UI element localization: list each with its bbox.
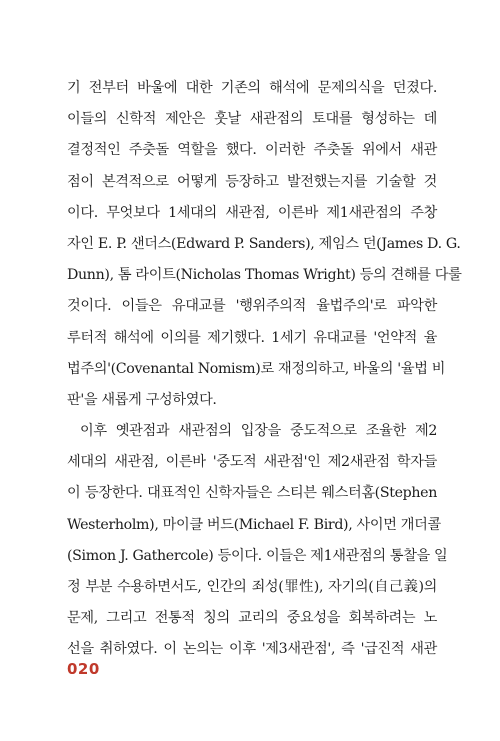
text-line: 것이다. 이들은 유대교를 '행위주의적 율법주의'로 파악한: [67, 298, 437, 315]
text-line: Westerholm), 마이클 버드(Michael F. Bird), 사이먼 개더콜: [67, 516, 441, 533]
text-line: 정 부분 수용하면서도, 인간의 죄성(罪性), 자기의(自己義)의: [67, 579, 437, 595]
body-text: [67, 73, 462, 666]
text-line: 루터적 해석에 이의를 제기했다. 1세기 유대교를 '언약적 율: [67, 329, 437, 346]
text-line: 이후 옛관점과 새관점의 입장을 중도적으로 조율한 제2: [80, 423, 437, 440]
text-line: 문제, 그리고 전통적 칭의 교리의 중요성을 회복하려는 노: [67, 610, 437, 627]
text-line: 판'을 새롭게 구성하였다.: [67, 391, 217, 408]
text-line: 점이 본격적으로 어떻게 등장하고 발전했는지를 기술할 것: [67, 173, 437, 190]
text-line: Dunn), 톰 라이트(Nicholas Thomas Wright) 등의 견해를 다룰: [67, 267, 462, 284]
paragraph-2: [67, 416, 448, 666]
paragraph-1: [67, 73, 462, 416]
text-line: 선을 취하였다. 이 논의는 이후 '제3새관점', 즉 '급진적 새관: [67, 641, 437, 658]
text-line: 세대의 새관점, 이른바 '중도적 새관점'인 제2새관점 학자들: [67, 454, 437, 471]
text-line: (Simon J. Gathercole) 등이다. 이들은 제1새관점의 통찰을 일: [67, 547, 448, 564]
text-line: 법주의'(Covenantal Nomism)로 재정의하고, 바울의 '율법 비: [67, 360, 446, 377]
text-line: 이다. 무엇보다 1세대의 새관점, 이른바 제1새관점의 주창: [67, 204, 437, 221]
text-line: 기 전부터 바울에 대한 기존의 해석에 문제의식을 던졌다.: [67, 80, 437, 96]
text-line: 이 등장한다. 대표적인 신학자들은 스티븐 웨스터홈(Stephen: [67, 485, 437, 502]
text-line: 이들의 신학적 제안은 훗날 새관점의 토대를 형성하는 데: [67, 111, 437, 128]
text-line: 결정적인 주춧돌 역할을 했다. 이러한 주춧돌 위에서 새관: [67, 142, 437, 159]
page-number: 020: [67, 660, 100, 678]
text-line: 자인 E. P. 샌더스(Edward P. Sanders), 제임스 던(James D. G.: [67, 235, 461, 252]
